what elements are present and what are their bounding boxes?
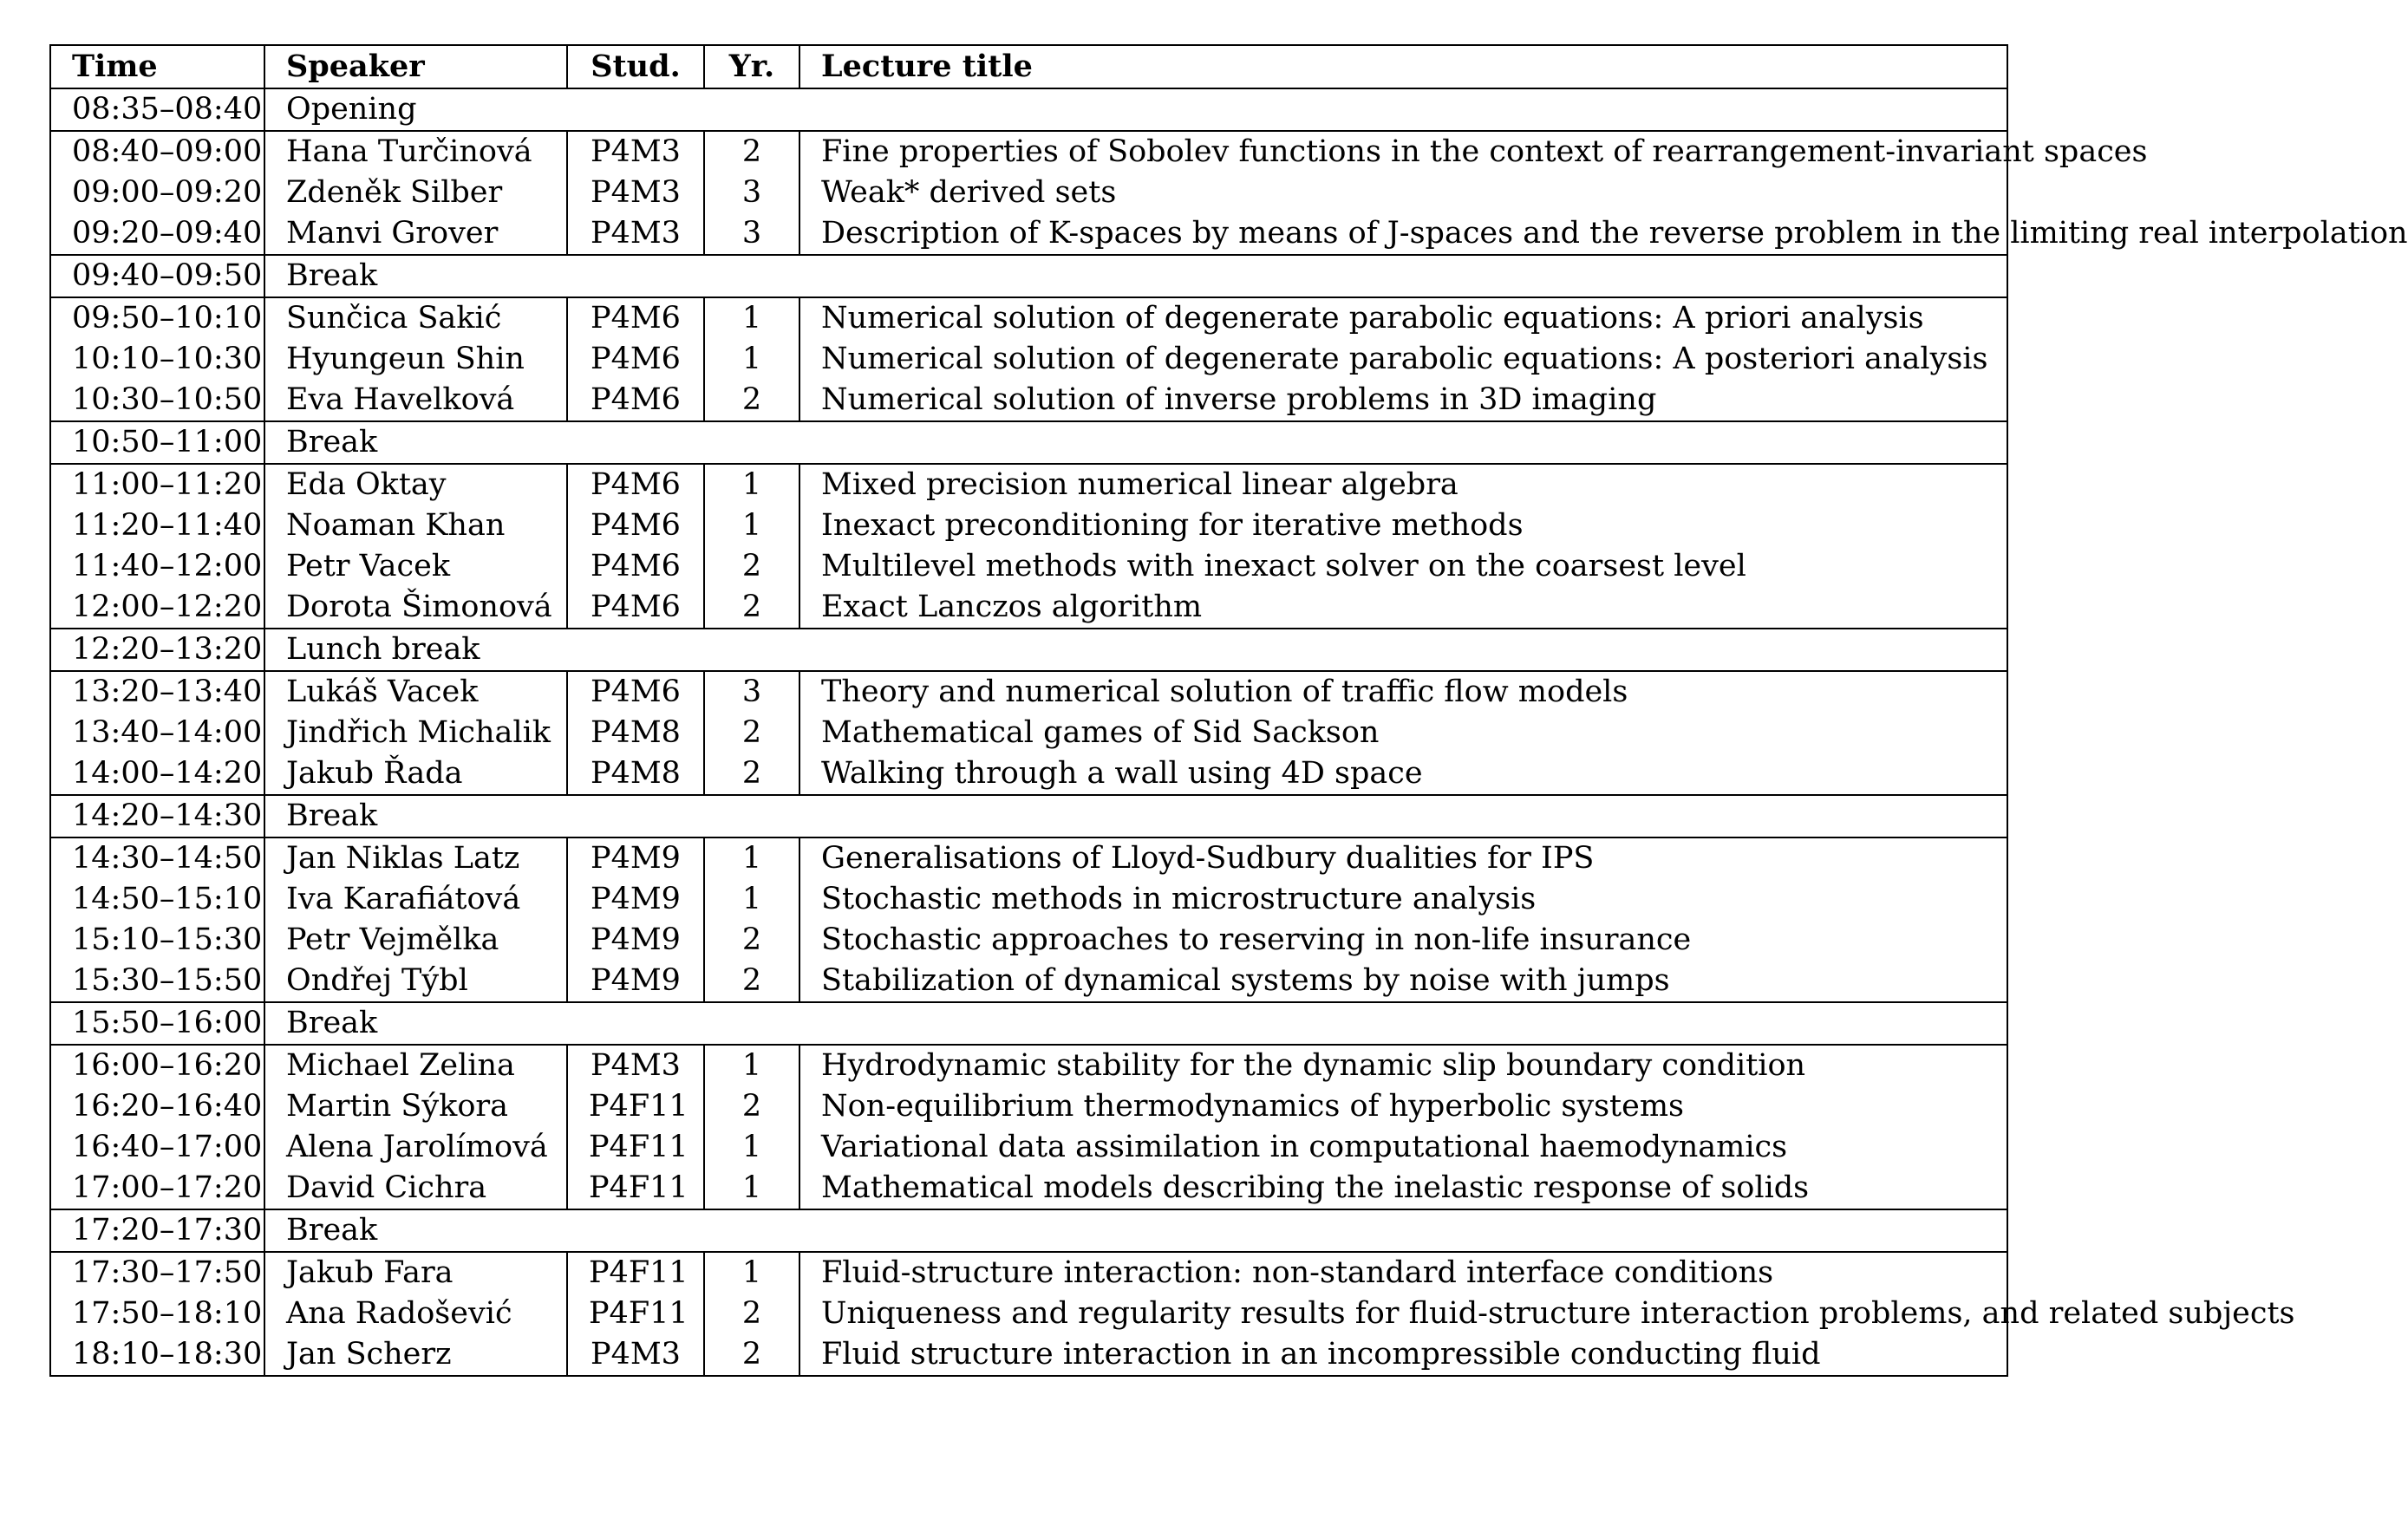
stud-cell: P4M3 bbox=[567, 1045, 704, 1086]
break-row bbox=[50, 629, 2007, 671]
talk-row bbox=[50, 546, 2007, 587]
year-cell: 1 bbox=[704, 1252, 799, 1294]
stud-cell: P4F11 bbox=[567, 1252, 704, 1294]
time-cell: 11:20–11:40 bbox=[72, 508, 263, 543]
year-cell: 2 bbox=[704, 587, 799, 629]
lecture-title-cell: Inexact preconditioning for iterative methods bbox=[799, 505, 2007, 546]
speaker-cell: Jakub Fara bbox=[264, 1252, 567, 1294]
header-title: Lecture title bbox=[799, 45, 2007, 88]
stud-cell: P4M6 bbox=[567, 380, 704, 421]
stud-cell: P4M3 bbox=[567, 213, 704, 255]
lecture-title-cell: Numerical solution of inverse problems in 3D imaging bbox=[799, 380, 2007, 421]
year-cell: 2 bbox=[704, 713, 799, 753]
stud-cell: P4M3 bbox=[567, 1334, 704, 1376]
talk-row bbox=[50, 339, 2007, 380]
break-row bbox=[50, 255, 2007, 297]
stud-cell: P4M9 bbox=[567, 961, 704, 1002]
year-cell: 2 bbox=[704, 1334, 799, 1376]
talk-row bbox=[50, 920, 2007, 961]
lecture-title-cell: Stochastic approaches to reserving in non-life insurance bbox=[799, 920, 2007, 961]
speaker-cell: Hana Turčinová bbox=[264, 131, 567, 173]
speaker-cell: Michael Zelina bbox=[264, 1045, 567, 1086]
stud-cell: P4M6 bbox=[567, 546, 704, 587]
header-speaker: Speaker bbox=[264, 45, 567, 88]
lecture-title-cell: Fine properties of Sobolev functions in the context of rearrangement-invariant spaces bbox=[799, 131, 2007, 173]
time-cell: 09:40–09:50 bbox=[50, 255, 264, 297]
stud-cell: P4F11 bbox=[567, 1086, 704, 1127]
stud-cell: P4M8 bbox=[567, 713, 704, 753]
speaker-cell: Manvi Grover bbox=[264, 213, 567, 255]
event-label: Break bbox=[264, 1209, 2007, 1252]
year-cell: 2 bbox=[704, 546, 799, 587]
talk-row bbox=[50, 1045, 2007, 1086]
talk-row bbox=[50, 1127, 2007, 1168]
year-cell: 3 bbox=[704, 173, 799, 213]
year-cell: 1 bbox=[704, 1127, 799, 1168]
time-cell: 08:40–09:00 bbox=[50, 131, 264, 173]
year-cell: 1 bbox=[704, 1168, 799, 1209]
stud-cell: P4M6 bbox=[567, 505, 704, 546]
speaker-cell: Eva Havelková bbox=[264, 380, 567, 421]
stud-cell: P4M9 bbox=[567, 837, 704, 879]
year-cell: 1 bbox=[704, 837, 799, 879]
talk-row bbox=[50, 505, 2007, 546]
break-row bbox=[50, 1002, 2007, 1045]
speaker-cell: Jakub Řada bbox=[264, 753, 567, 795]
event-label: Break bbox=[264, 795, 2007, 837]
speaker-cell: Jindřich Michalik bbox=[264, 713, 567, 753]
speaker-cell: Martin Sýkora bbox=[264, 1086, 567, 1127]
break-row bbox=[50, 88, 2007, 131]
break-row bbox=[50, 795, 2007, 837]
year-cell: 2 bbox=[704, 1294, 799, 1334]
speaker-cell: Alena Jarolímová bbox=[264, 1127, 567, 1168]
lecture-title-cell: Fluid-structure interaction: non-standard interface conditions bbox=[799, 1252, 2007, 1294]
stud-cell: P4F11 bbox=[567, 1168, 704, 1209]
lecture-title-cell: Generalisations of Lloyd-Sudbury dualities for IPS bbox=[799, 837, 2007, 879]
lecture-title-cell: Uniqueness and regularity results for fluid-structure interaction problems, and related subjects bbox=[799, 1294, 2007, 1334]
year-cell: 1 bbox=[704, 1045, 799, 1086]
year-cell: 1 bbox=[704, 879, 799, 920]
speaker-cell: David Cichra bbox=[264, 1168, 567, 1209]
year-cell: 1 bbox=[704, 297, 799, 339]
lecture-title-cell: Variational data assimilation in computational haemodynamics bbox=[799, 1127, 2007, 1168]
talk-row bbox=[50, 464, 2007, 505]
stud-cell: P4M8 bbox=[567, 753, 704, 795]
stud-cell: P4M6 bbox=[567, 339, 704, 380]
talk-row bbox=[50, 173, 2007, 213]
speaker-cell: Zdeněk Silber bbox=[264, 173, 567, 213]
header-time: Time bbox=[50, 45, 264, 88]
time-cell: 10:10–10:30 bbox=[72, 342, 263, 376]
lecture-title-cell: Numerical solution of degenerate parabolic equations: A posteriori analysis bbox=[799, 339, 2007, 380]
time-cell: 14:00–14:20 bbox=[72, 756, 263, 791]
lecture-title-cell: Weak* derived sets bbox=[799, 173, 2007, 213]
time-cell: 09:20–09:40 bbox=[72, 216, 263, 251]
talk-row bbox=[50, 587, 2007, 629]
speaker-cell: Ondřej Týbl bbox=[264, 961, 567, 1002]
time-cell: 11:40–12:00 bbox=[72, 549, 263, 583]
time-cell: 09:00–09:20 bbox=[72, 175, 263, 210]
year-cell: 2 bbox=[704, 1086, 799, 1127]
lecture-title-cell: Fluid structure interaction in an incompressible conducting fluid bbox=[799, 1334, 2007, 1376]
time-cell: 13:40–14:00 bbox=[72, 715, 263, 750]
schedule-body bbox=[50, 88, 2408, 1376]
stud-cell: P4M9 bbox=[567, 879, 704, 920]
year-cell: 1 bbox=[704, 464, 799, 505]
lecture-title-cell: Numerical solution of degenerate parabolic equations: A priori analysis bbox=[799, 297, 2007, 339]
lecture-title-cell: Mathematical games of Sid Sackson bbox=[799, 713, 2007, 753]
talk-row bbox=[50, 753, 2007, 795]
lecture-title-cell: Mathematical models describing the inelastic response of solids bbox=[799, 1168, 2007, 1209]
break-row bbox=[50, 421, 2007, 464]
event-label: Lunch break bbox=[264, 629, 2007, 671]
time-cell: 15:30–15:50 bbox=[72, 963, 263, 998]
time-cell: 10:50–11:00 bbox=[50, 421, 264, 464]
event-label: Break bbox=[264, 255, 2007, 297]
time-cell: 17:30–17:50 bbox=[50, 1252, 264, 1294]
talk-row bbox=[50, 961, 2007, 1002]
talk-row bbox=[50, 297, 2007, 339]
event-label: Opening bbox=[264, 88, 2007, 131]
speaker-cell: Sunčica Sakić bbox=[264, 297, 567, 339]
speaker-cell: Petr Vejmělka bbox=[264, 920, 567, 961]
time-cell: 14:20–14:30 bbox=[50, 795, 264, 837]
time-cell: 08:35–08:40 bbox=[50, 88, 264, 131]
lecture-title-cell: Non-equilibrium thermodynamics of hyperbolic systems bbox=[799, 1086, 2007, 1127]
time-cell: 17:50–18:10 bbox=[72, 1296, 263, 1331]
time-cell: 17:20–17:30 bbox=[50, 1209, 264, 1252]
talk-row bbox=[50, 837, 2007, 879]
stud-cell: P4M6 bbox=[567, 671, 704, 713]
time-cell: 16:00–16:20 bbox=[50, 1045, 264, 1086]
year-cell: 1 bbox=[704, 505, 799, 546]
time-cell: 16:20–16:40 bbox=[72, 1089, 263, 1124]
talk-row bbox=[50, 1334, 2007, 1376]
talk-row bbox=[50, 1294, 2007, 1334]
schedule-table bbox=[49, 44, 2408, 1377]
header-stud: Stud. bbox=[567, 45, 704, 88]
stud-cell: P4M3 bbox=[567, 131, 704, 173]
lecture-title-cell: Exact Lanczos algorithm bbox=[799, 587, 2007, 629]
talk-row bbox=[50, 1252, 2007, 1294]
lecture-title-cell: Mixed precision numerical linear algebra bbox=[799, 464, 2007, 505]
time-cell: 10:30–10:50 bbox=[72, 382, 263, 417]
time-cell: 14:50–15:10 bbox=[72, 882, 263, 916]
stud-cell: P4M9 bbox=[567, 920, 704, 961]
stud-cell: P4M6 bbox=[567, 587, 704, 629]
year-cell: 2 bbox=[704, 961, 799, 1002]
year-cell: 2 bbox=[704, 380, 799, 421]
stud-cell: P4F11 bbox=[567, 1294, 704, 1334]
time-cell: 09:50–10:10 bbox=[50, 297, 264, 339]
time-cell: 12:00–12:20 bbox=[72, 590, 263, 624]
time-cell: 18:10–18:30 bbox=[72, 1337, 263, 1372]
year-cell: 2 bbox=[704, 920, 799, 961]
lecture-title-cell: Walking through a wall using 4D space bbox=[799, 753, 2007, 795]
speaker-cell: Jan Niklas Latz bbox=[264, 837, 567, 879]
speaker-cell: Lukáš Vacek bbox=[264, 671, 567, 713]
year-cell: 3 bbox=[704, 213, 799, 255]
speaker-cell: Eda Oktay bbox=[264, 464, 567, 505]
time-cell: 11:00–11:20 bbox=[50, 464, 264, 505]
lecture-title-cell: Stabilization of dynamical systems by noise with jumps bbox=[799, 961, 2007, 1002]
year-cell: 2 bbox=[704, 131, 799, 173]
talk-row bbox=[50, 713, 2007, 753]
stud-cell: P4M3 bbox=[567, 173, 704, 213]
lecture-title-cell: Stochastic methods in microstructure analysis bbox=[799, 879, 2007, 920]
header-yr: Yr. bbox=[704, 45, 799, 88]
stud-cell: P4M6 bbox=[567, 297, 704, 339]
talk-row bbox=[50, 1168, 2007, 1209]
lecture-title-cell: Theory and numerical solution of traffic flow models bbox=[799, 671, 2007, 713]
year-cell: 2 bbox=[704, 753, 799, 795]
talk-row bbox=[50, 380, 2007, 421]
speaker-cell: Dorota Šimonová bbox=[264, 587, 567, 629]
speaker-cell: Petr Vacek bbox=[264, 546, 567, 587]
speaker-cell: Iva Karafiátová bbox=[264, 879, 567, 920]
speaker-cell: Noaman Khan bbox=[264, 505, 567, 546]
stud-cell: P4M6 bbox=[567, 464, 704, 505]
lecture-title-cell: Description of K-spaces by means of J-spaces and the reverse problem in the limiting real interpolation bbox=[799, 213, 2007, 255]
year-cell: 3 bbox=[704, 671, 799, 713]
talk-row bbox=[50, 671, 2007, 713]
talk-row bbox=[50, 131, 2007, 173]
speaker-cell: Jan Scherz bbox=[264, 1334, 567, 1376]
talk-row bbox=[50, 879, 2007, 920]
time-cell: 14:30–14:50 bbox=[50, 837, 264, 879]
talk-row bbox=[50, 213, 2007, 255]
time-cell: 15:50–16:00 bbox=[50, 1002, 264, 1045]
time-cell: 12:20–13:20 bbox=[50, 629, 264, 671]
time-cell: 13:20–13:40 bbox=[50, 671, 264, 713]
talk-row bbox=[50, 1086, 2007, 1127]
time-cell: 17:00–17:20 bbox=[72, 1170, 263, 1205]
lecture-title-cell: Multilevel methods with inexact solver on the coarsest level bbox=[799, 546, 2007, 587]
time-cell: 16:40–17:00 bbox=[72, 1130, 263, 1164]
header-row bbox=[50, 45, 2007, 88]
speaker-cell: Ana Radošević bbox=[264, 1294, 567, 1334]
event-label: Break bbox=[264, 421, 2007, 464]
speaker-cell: Hyungeun Shin bbox=[264, 339, 567, 380]
year-cell: 1 bbox=[704, 339, 799, 380]
event-label: Break bbox=[264, 1002, 2007, 1045]
break-row bbox=[50, 1209, 2007, 1252]
stud-cell: P4F11 bbox=[567, 1127, 704, 1168]
lecture-title-cell: Hydrodynamic stability for the dynamic slip boundary condition bbox=[799, 1045, 2007, 1086]
time-cell: 15:10–15:30 bbox=[72, 922, 263, 957]
